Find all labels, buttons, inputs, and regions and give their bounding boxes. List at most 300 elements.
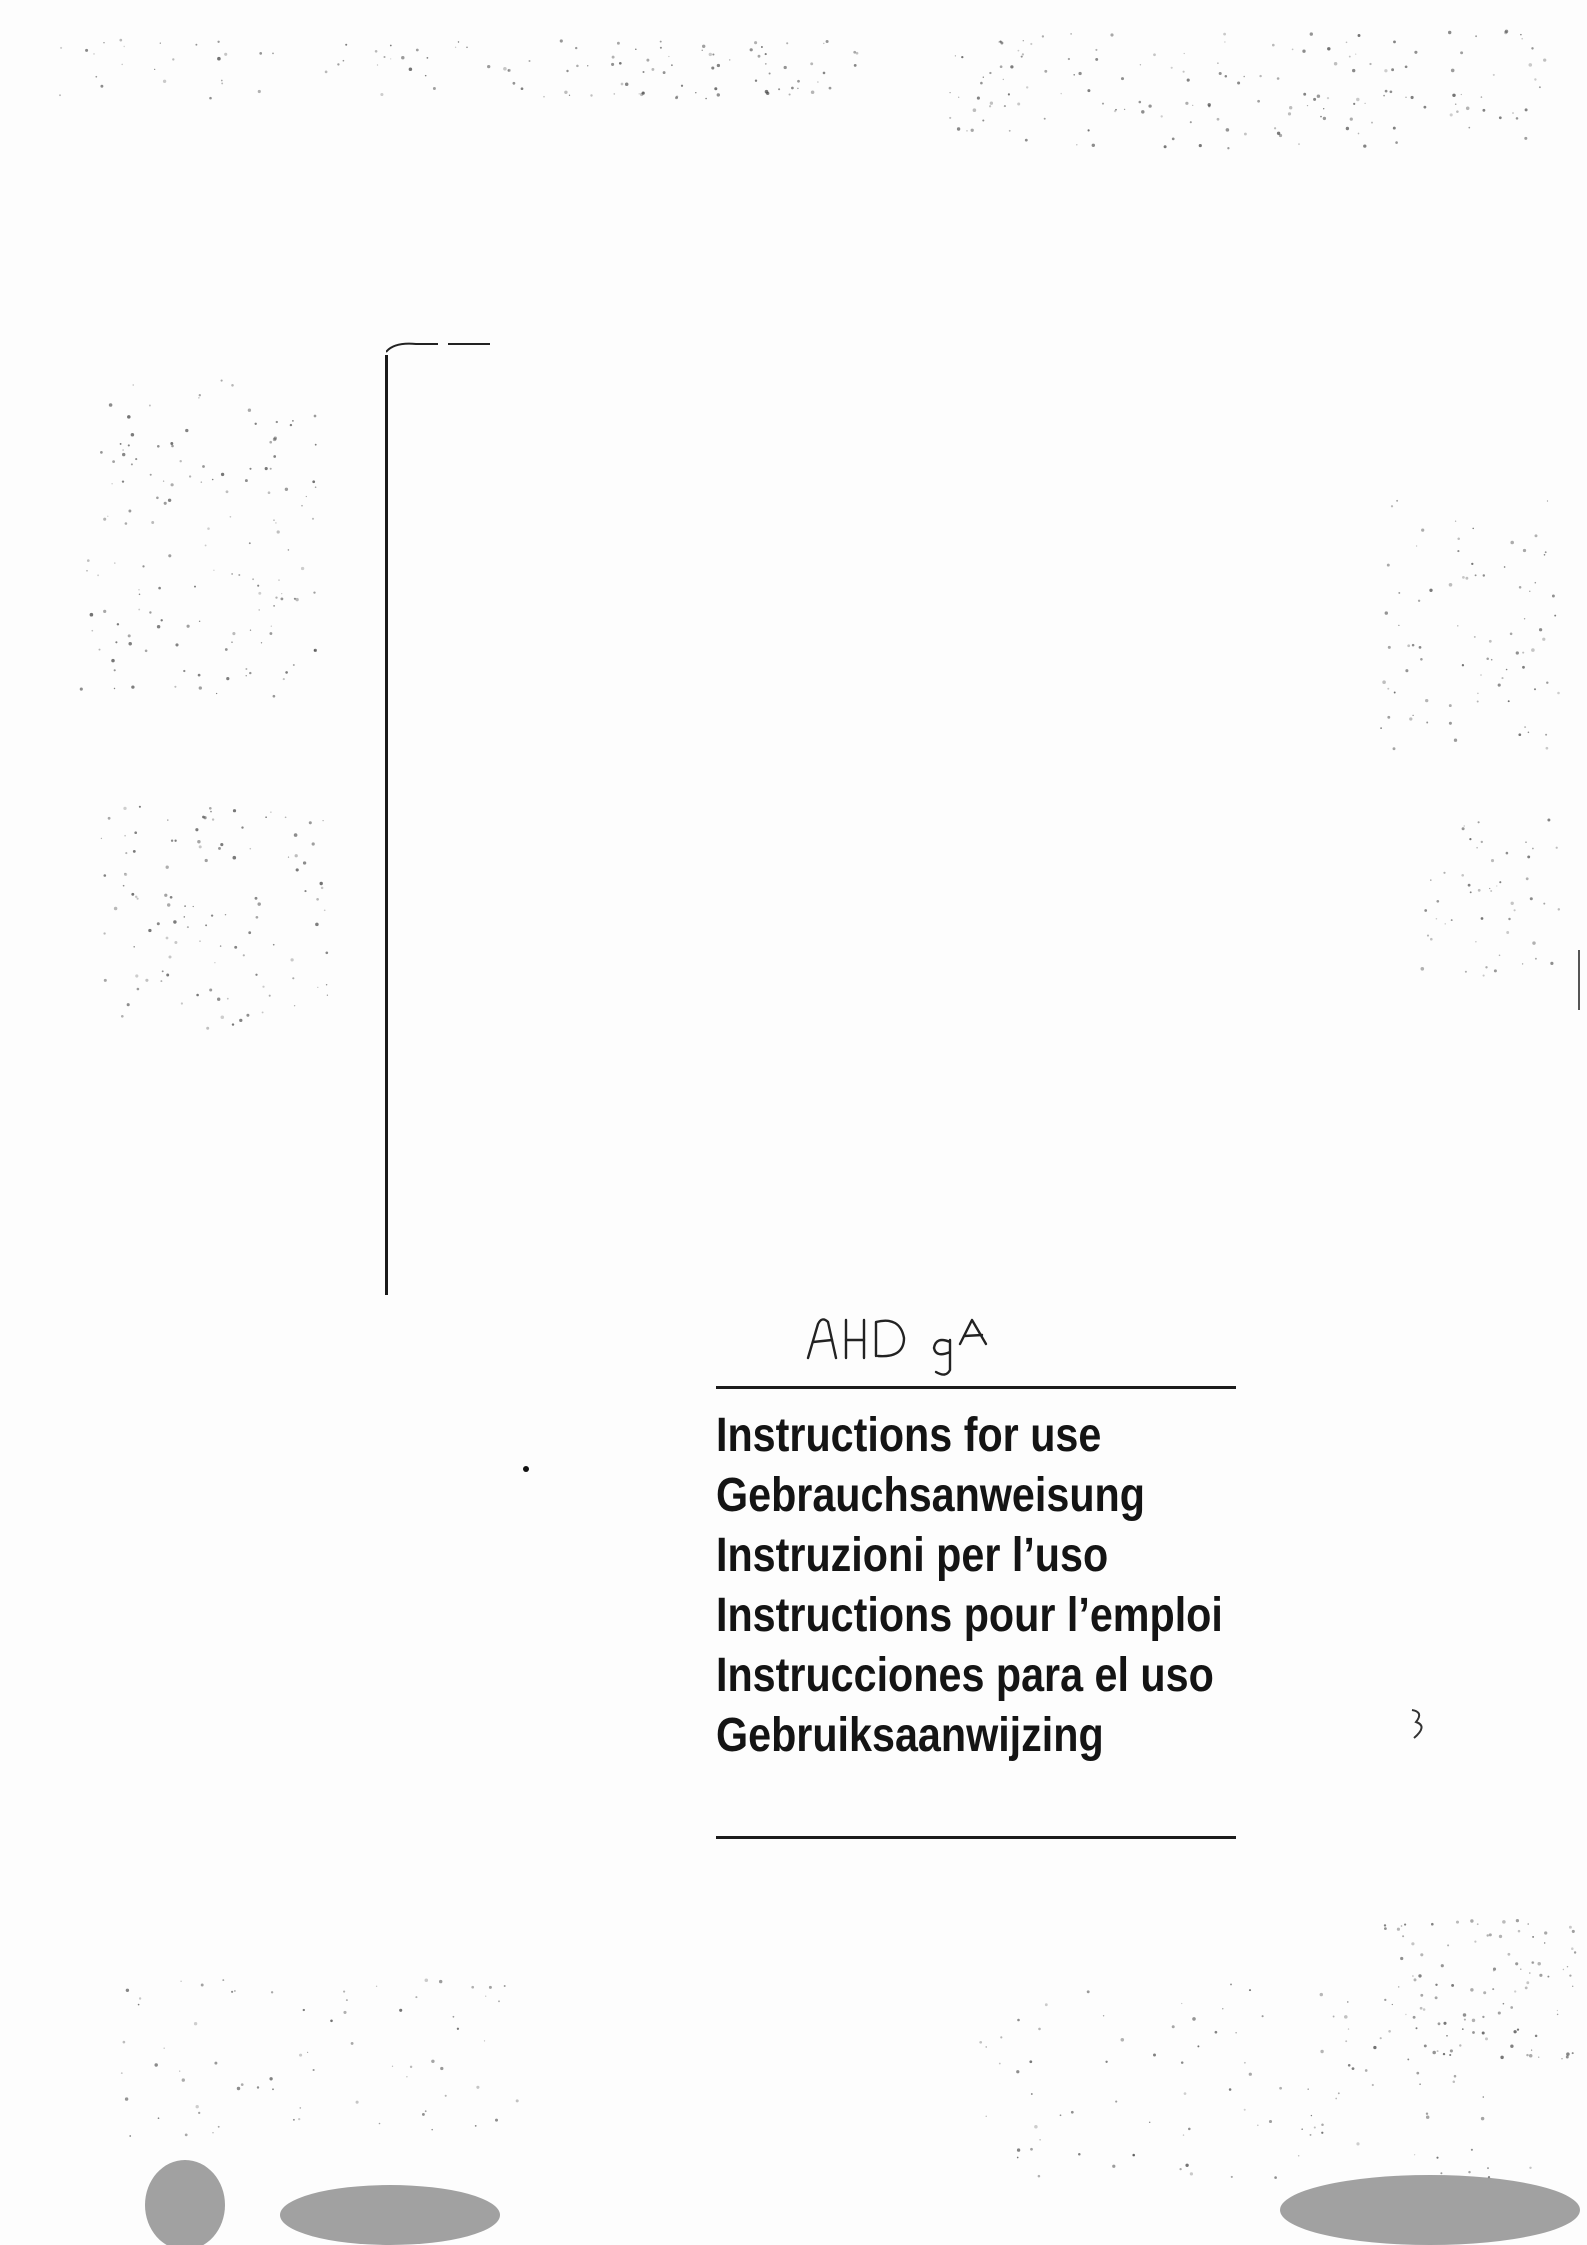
scan-speck — [133, 384, 134, 385]
scan-speck — [234, 1990, 235, 1991]
scan-speck — [1546, 682, 1548, 684]
scan-speck — [1391, 68, 1394, 71]
scan-speck — [784, 66, 787, 69]
scan-speck — [1426, 2112, 1428, 2114]
scan-speck — [196, 994, 199, 997]
scan-speck — [1161, 115, 1163, 117]
scan-speck — [1416, 545, 1417, 546]
scan-speck — [87, 559, 90, 562]
scan-speck — [1520, 1969, 1521, 1970]
scan-speck — [1321, 2123, 1324, 2126]
scan-speck — [1183, 2134, 1184, 2135]
scan-speck — [109, 403, 113, 407]
scan-speck — [1519, 586, 1522, 589]
scan-speck — [164, 502, 167, 505]
scan-speck — [575, 47, 577, 49]
scan-speck — [1530, 897, 1533, 900]
scan-speck — [103, 42, 104, 43]
scan-speck — [290, 958, 293, 961]
scan-speck — [275, 522, 277, 524]
scan-speck — [1520, 34, 1522, 36]
scan-speck — [125, 522, 128, 525]
scan-speck — [1538, 2057, 1539, 2058]
scan-speck — [1103, 2015, 1104, 2016]
scan-speck — [829, 87, 832, 90]
scan-speck — [1529, 2167, 1531, 2169]
scan-speck — [1450, 113, 1453, 116]
scan-speck — [1347, 2001, 1348, 2002]
scan-speck — [1448, 31, 1451, 34]
scan-speck — [754, 41, 757, 44]
scan-speck — [422, 2113, 425, 2116]
scan-speck — [1441, 1964, 1444, 1967]
scan-speck — [966, 130, 967, 131]
scan-speck — [383, 56, 385, 58]
scan-speck — [1121, 77, 1124, 80]
scan-speck — [1030, 43, 1032, 45]
scan-speck — [1529, 2054, 1533, 2058]
scan-speck — [1383, 95, 1385, 97]
title-italian: Instruzioni per l’uso — [716, 1529, 1109, 1582]
scan-speck — [1009, 130, 1011, 132]
scan-speck — [1481, 2117, 1484, 2120]
scan-speck — [705, 98, 707, 100]
scan-speck — [989, 105, 991, 107]
scan-speck — [1566, 2056, 1569, 2059]
scan-speck — [1060, 93, 1061, 94]
scan-speck — [425, 2110, 427, 2112]
scan-speck — [199, 621, 200, 622]
scan-speck — [246, 675, 247, 676]
scan-speck — [1008, 93, 1010, 95]
scan-speck — [225, 914, 226, 915]
scan-speck — [1352, 2067, 1355, 2070]
scan-speck — [1556, 847, 1558, 849]
scan-speck — [171, 445, 174, 448]
scan-speck — [1031, 2093, 1033, 2095]
scan-speck — [1364, 103, 1365, 104]
scan-speck — [1463, 2013, 1466, 2016]
scan-speck — [226, 490, 229, 493]
title-english: Instructions for use — [716, 1409, 1102, 1462]
scan-speck — [1070, 33, 1072, 35]
scan-speck — [275, 596, 277, 598]
ink-dot — [523, 1466, 529, 1472]
scan-speck — [1525, 1986, 1528, 1989]
scan-speck — [271, 626, 272, 627]
scan-speck — [621, 83, 624, 86]
scan-speck — [1524, 137, 1527, 140]
scan-speck — [1185, 102, 1188, 105]
scan-speck — [1289, 106, 1292, 109]
scan-speck — [1224, 41, 1225, 42]
scan-speck — [227, 998, 229, 1000]
scan-speck — [316, 898, 319, 901]
scan-speck — [635, 49, 637, 51]
scan-speck — [180, 460, 182, 462]
scan-speck — [543, 96, 545, 98]
scan-speck — [301, 505, 303, 507]
scan-speck — [1217, 118, 1220, 121]
scan-speck — [569, 95, 570, 96]
scan-speck — [1522, 652, 1524, 654]
scan-speck — [173, 920, 176, 923]
scan-speck — [97, 574, 99, 576]
scan-speck — [1307, 2088, 1309, 2090]
scan-speck — [1517, 2028, 1519, 2030]
scan-speck — [276, 421, 278, 423]
scan-speck — [193, 906, 194, 907]
scan-speck — [145, 649, 148, 652]
scan-speck — [489, 1986, 492, 1989]
scan-speck — [139, 1997, 141, 1999]
scan-speck — [108, 817, 111, 820]
scan-speck — [1508, 700, 1510, 702]
scan-speck — [1421, 529, 1424, 532]
scan-speck — [148, 929, 151, 932]
scan-speck — [321, 887, 324, 890]
scan-speck — [1068, 58, 1070, 60]
scan-speck — [120, 443, 122, 445]
scan-speck — [1398, 1986, 1400, 1988]
scan-speck — [225, 648, 228, 651]
scan-speck — [149, 611, 151, 613]
scan-speck — [122, 449, 124, 451]
scan-speck — [206, 1027, 209, 1030]
scan-speck — [1539, 628, 1542, 631]
scan-speck — [811, 90, 815, 94]
scan-speck — [1311, 2115, 1312, 2116]
scan-speck — [1363, 144, 1366, 147]
scan-speck — [1532, 1936, 1534, 1938]
scan-speck — [1223, 33, 1226, 36]
scan-speck — [103, 610, 106, 613]
scan-speck — [1426, 722, 1428, 724]
scan-speck — [1418, 1974, 1421, 1977]
scan-speck — [1443, 2053, 1445, 2055]
scan-speck — [1498, 684, 1501, 687]
scan-speck — [1388, 2030, 1391, 2033]
scan-speck — [1482, 2016, 1484, 2018]
scan-speck — [1461, 874, 1464, 877]
scan-speck — [1000, 65, 1003, 68]
scan-speck — [406, 2076, 407, 2077]
scan-speck — [201, 481, 203, 483]
scan-speck — [1183, 71, 1185, 73]
scan-speck — [576, 65, 579, 68]
scan-speck — [248, 931, 251, 934]
scan-speck — [1400, 1957, 1403, 1960]
scan-speck — [167, 819, 168, 820]
scan-speck — [1492, 1988, 1494, 1990]
scan-speck — [218, 847, 221, 850]
scan-speck — [1414, 2154, 1415, 2155]
scan-speck — [139, 806, 141, 808]
scan-speck — [1039, 2139, 1041, 2141]
scan-speck — [1462, 827, 1465, 830]
scan-speck — [1447, 1944, 1449, 1946]
scan-speck — [317, 987, 318, 988]
scan-speck — [949, 117, 951, 119]
scan-speck — [1320, 116, 1322, 118]
scan-speck — [1427, 935, 1429, 937]
scan-speck — [134, 831, 137, 834]
scan-speck — [1477, 693, 1478, 694]
scan-speck — [1356, 98, 1359, 101]
scan-speck — [1393, 40, 1396, 43]
scan-speck — [158, 2117, 160, 2119]
scan-speck — [1451, 69, 1455, 73]
scan-speck — [1071, 2111, 1074, 2114]
scan-speck — [217, 57, 221, 61]
scan-speck — [1527, 1923, 1529, 1925]
scan-speck — [283, 678, 285, 680]
scan-speck — [1181, 2061, 1184, 2064]
scan-speck — [1356, 2142, 1359, 2145]
scan-speck — [521, 87, 524, 90]
scan-speck — [1121, 2038, 1125, 2042]
scan-speck — [1338, 2092, 1340, 2094]
scan-speck — [210, 811, 212, 813]
scan-speck — [1514, 909, 1516, 911]
scan-speck — [1192, 105, 1193, 106]
scan-speck — [201, 1984, 204, 1987]
scan-speck — [1231, 2176, 1233, 2178]
scan-speck — [1493, 1970, 1495, 1972]
title-french: Instructions pour l’emploi — [716, 1589, 1223, 1642]
scan-speck — [560, 39, 563, 42]
scan-speck — [961, 56, 963, 58]
scan-speck — [199, 940, 200, 941]
scan-speck — [504, 1985, 506, 1987]
scan-speck — [1449, 704, 1452, 707]
scan-speck — [111, 659, 115, 663]
scan-speck — [1524, 726, 1526, 728]
scan-speck — [1398, 592, 1400, 594]
scan-speck — [174, 840, 176, 842]
scan-speck — [1112, 2165, 1115, 2168]
scan-speck — [1552, 595, 1555, 598]
scan-speck — [222, 1979, 224, 1981]
scan-speck — [471, 1986, 474, 1989]
scan-speck — [1449, 583, 1453, 587]
scan-speck — [1486, 1934, 1488, 1936]
scan-speck — [138, 589, 139, 590]
scan-speck — [1510, 633, 1513, 636]
scan-speck — [1547, 500, 1548, 501]
scan-speck — [457, 2028, 459, 2030]
scan-speck — [1526, 1981, 1529, 1984]
scan-speck — [1419, 2083, 1421, 2085]
scan-speck — [1569, 1926, 1572, 1929]
scan-speck — [183, 670, 185, 672]
scan-speck — [1185, 2164, 1188, 2167]
scan-speck — [249, 672, 251, 674]
scan-speck — [1042, 35, 1044, 37]
scan-speck — [194, 586, 196, 588]
scan-speck — [1546, 747, 1549, 750]
scan-speck — [135, 458, 137, 460]
scan-speck — [675, 96, 678, 99]
scan-speck — [587, 65, 588, 66]
scan-speck — [1215, 2031, 1218, 2034]
scan-speck — [1522, 666, 1525, 669]
scan-speck — [1515, 1962, 1518, 1965]
scan-speck — [100, 85, 103, 88]
scan-speck — [709, 53, 712, 56]
scan-speck — [213, 570, 214, 571]
scan-speck — [1087, 1990, 1090, 1993]
scan-speck — [513, 82, 516, 85]
scan-speck — [296, 868, 299, 871]
scan-speck — [343, 60, 345, 62]
scan-speck — [613, 93, 615, 95]
scan-speck — [179, 2070, 180, 2071]
scan-speck — [1327, 47, 1330, 50]
scan-speck — [590, 94, 592, 96]
scan-speck — [231, 641, 232, 642]
scan-speck — [1501, 677, 1503, 679]
scan-speck — [1395, 141, 1398, 144]
scan-speck — [1510, 541, 1514, 545]
scan-speck — [415, 1996, 417, 1998]
scan-speck — [1365, 2069, 1368, 2072]
scan-speck — [1394, 692, 1396, 694]
scan-speck — [1298, 143, 1300, 145]
scan-speck — [1480, 674, 1482, 676]
scan-speck — [1430, 879, 1431, 880]
scan-speck — [439, 1980, 442, 1983]
scan-speck — [1516, 117, 1519, 120]
scan-speck — [100, 451, 103, 454]
scan-speck — [1187, 79, 1190, 82]
scan-speck — [269, 995, 271, 997]
scan-speck — [1385, 611, 1388, 614]
scan-speck — [1115, 109, 1117, 111]
scan-speck — [1572, 2052, 1574, 2054]
scan-speck — [1558, 908, 1560, 910]
scan-speck — [376, 1986, 377, 1987]
scan-speck — [1115, 2101, 1117, 2103]
scan-speck — [220, 945, 221, 946]
scan-speck — [1044, 70, 1047, 73]
scan-speck — [265, 467, 268, 470]
scan-speck — [197, 840, 200, 843]
scan-speck — [1188, 2128, 1191, 2131]
scan-speck — [1527, 855, 1530, 858]
scan-speck — [1436, 900, 1439, 903]
scan-speck — [269, 632, 272, 635]
scan-speck — [1490, 890, 1492, 892]
scan-speck — [281, 593, 282, 594]
scan-speck — [299, 2107, 301, 2109]
scan-speck — [121, 2072, 123, 2074]
scan-speck — [508, 69, 511, 72]
scan-speck — [1468, 127, 1470, 129]
scan-speck — [245, 668, 247, 670]
scan-speck — [401, 56, 404, 59]
scan-speck — [999, 40, 1001, 42]
scan-speck — [1310, 2134, 1312, 2136]
scan-speck — [104, 979, 107, 982]
scan-speck — [1348, 2064, 1351, 2067]
scan-speck — [1563, 1969, 1564, 1970]
scan-speck — [695, 92, 696, 93]
scan-speck — [1459, 2044, 1461, 2046]
scan-speck — [1539, 86, 1541, 88]
scan-speck — [209, 97, 212, 100]
scan-speck — [214, 962, 215, 963]
scan-speck — [198, 2112, 200, 2114]
scan-speck — [185, 429, 188, 432]
scan-speck — [293, 2119, 295, 2121]
scan-speck — [1420, 1994, 1423, 1997]
scan-speck — [1199, 144, 1202, 147]
scan-speck — [172, 58, 174, 60]
scan-speck — [128, 444, 130, 446]
scan-speck — [273, 695, 276, 698]
scan-speck — [1510, 2045, 1513, 2048]
scan-speck — [1483, 2096, 1485, 2098]
scan-speck — [196, 2105, 199, 2108]
scan-speck — [112, 460, 115, 463]
scan-speck — [1543, 903, 1545, 905]
scan-speck — [1372, 2084, 1374, 2086]
scan-speck — [273, 605, 275, 607]
scan-speck — [484, 2040, 485, 2041]
scan-speck — [1301, 2128, 1303, 2130]
scan-speck — [1485, 2037, 1488, 2040]
scan-speck — [233, 856, 237, 860]
scan-speck — [989, 72, 991, 74]
scan-speck — [1443, 872, 1445, 874]
scan-speck — [216, 693, 217, 694]
scan-speck — [853, 51, 856, 54]
title-spanish: Instrucciones para el uso — [716, 1649, 1214, 1702]
scan-speck — [343, 1991, 345, 1993]
scan-speck — [1133, 2154, 1135, 2156]
scan-speck — [1382, 680, 1386, 684]
scan-speck — [1426, 2115, 1429, 2118]
scan-speck — [1534, 688, 1536, 690]
scan-speck — [309, 821, 312, 824]
scan-speck — [299, 2054, 302, 2057]
scan-speck — [1227, 147, 1229, 149]
scan-speck — [1405, 97, 1406, 98]
scan-speck — [765, 63, 767, 65]
scan-speck — [139, 594, 141, 596]
scan-speck — [651, 68, 654, 71]
scan-speck — [1392, 2004, 1393, 2005]
scan-speck — [1477, 700, 1479, 702]
scan-speck — [129, 2135, 131, 2137]
scan-speck — [758, 55, 761, 58]
scan-speck — [1544, 1942, 1545, 1943]
scan-speck — [1277, 132, 1280, 135]
scan-speck — [660, 41, 662, 43]
scan-speck — [663, 71, 666, 74]
scan-speck — [1461, 94, 1462, 95]
scan-speck — [285, 816, 287, 818]
scan-speck — [1543, 58, 1546, 61]
scan-speck — [246, 1014, 249, 1017]
scan-speck — [1345, 2040, 1347, 2042]
scan-speck — [273, 438, 277, 442]
scan-speck — [1489, 1933, 1492, 1936]
scan-speck — [1298, 2155, 1300, 2157]
scan-speck — [1476, 847, 1478, 849]
scan-speck — [1390, 90, 1393, 93]
